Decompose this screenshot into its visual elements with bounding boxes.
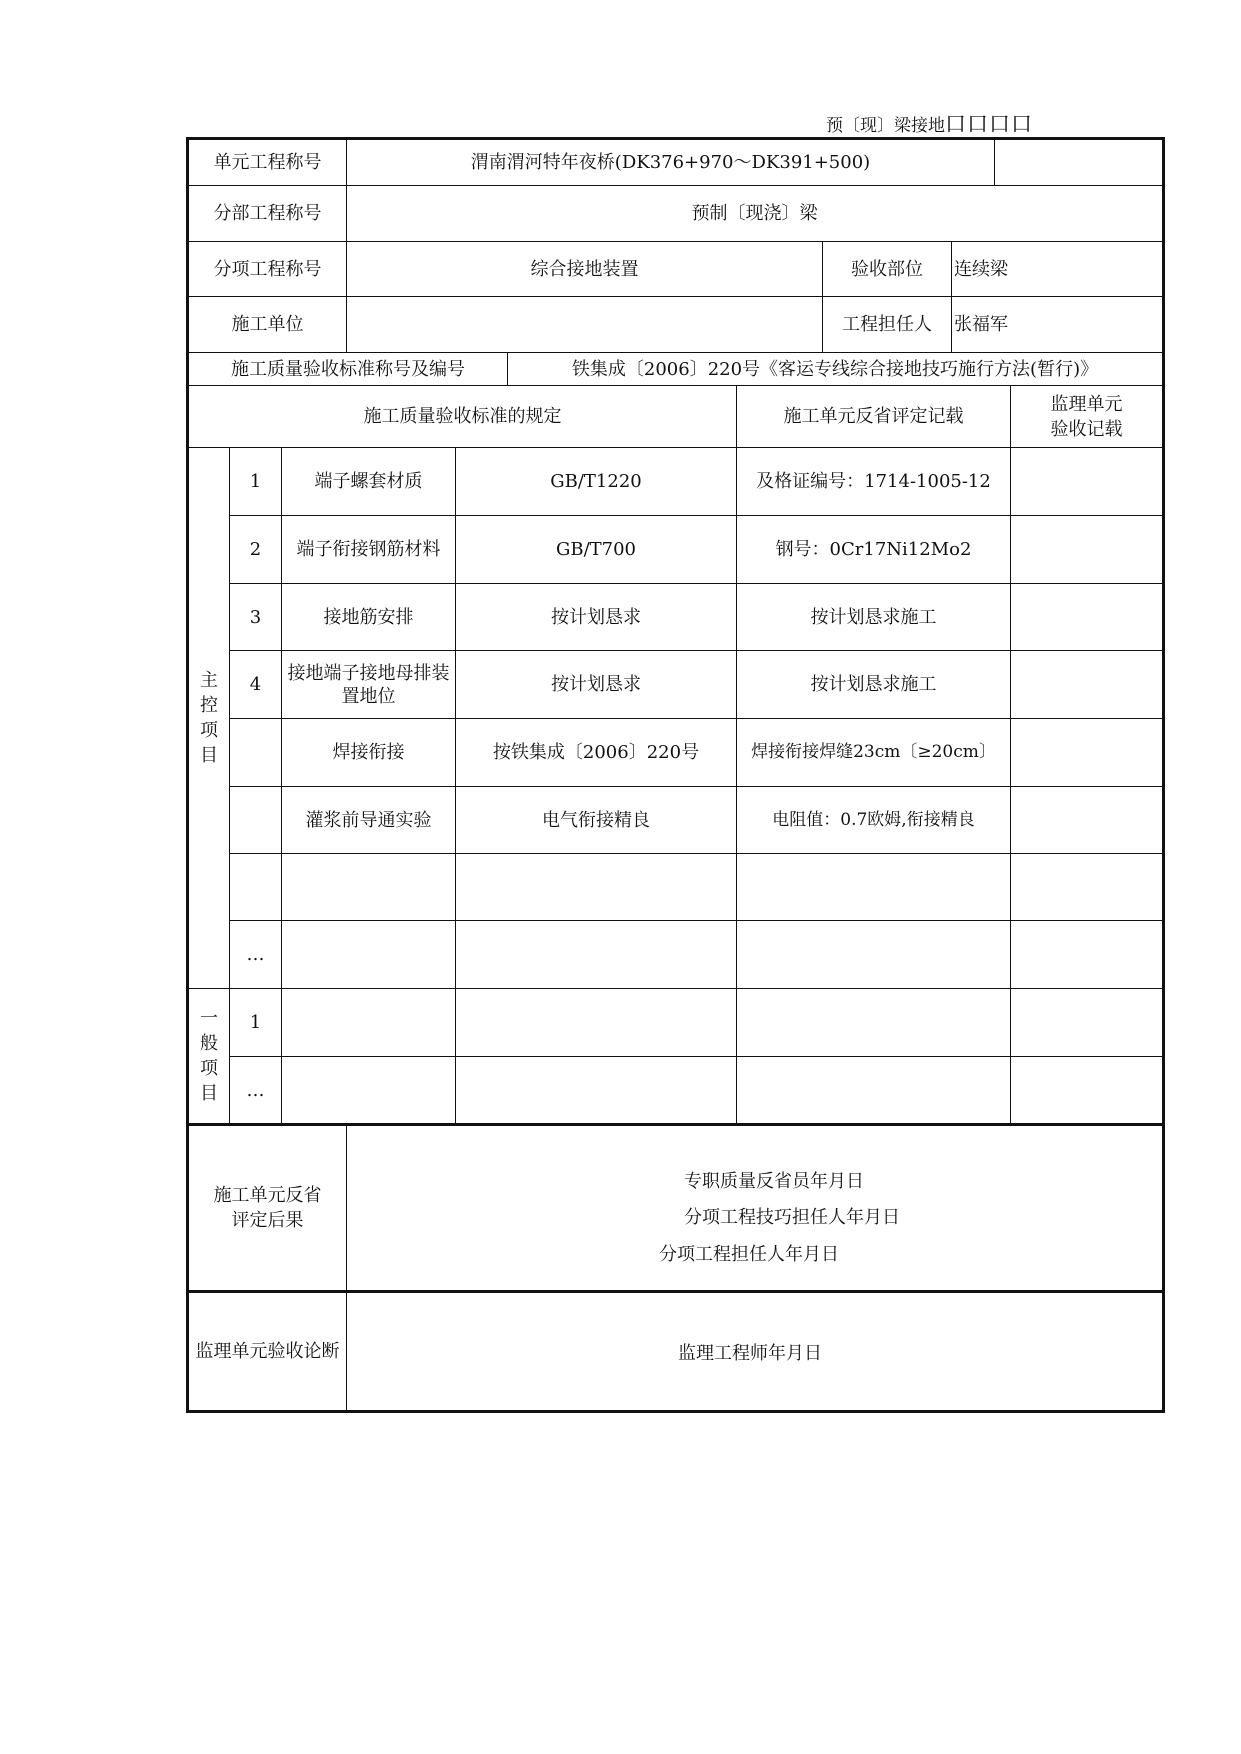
row-number: 1 (249, 1012, 262, 1033)
form-code-note (826, 108, 1033, 138)
row-record (737, 1057, 1010, 1123)
item-project-value: 综合接地装置 (530, 258, 639, 280)
division-project-label: 分部工程称号 (213, 203, 322, 224)
supervising-engineer-signature: 监理工程师年月日 (678, 1343, 822, 1364)
self-check-header: 施工单元反省评定记载 (783, 406, 964, 427)
self-eval-label-line1: 施工单元反省 (213, 1185, 322, 1206)
quality-inspector-signature: 专职质量反省员年月日 (684, 1171, 864, 1192)
project-manager-value: 张福军 (954, 314, 1008, 335)
technical-manager-signature: 分项工程技巧担任人年月日 (684, 1207, 900, 1228)
row-standard (456, 1057, 736, 1123)
self-eval-label (189, 1126, 346, 1290)
row-record: 按计划恳求施工 (810, 606, 937, 628)
supervision-conclusion-label: 监理单元验收论断 (195, 1341, 340, 1362)
row-supervision (1011, 719, 1162, 786)
row-item: 接地端子接地母排装置地位 (287, 662, 450, 707)
row-number: … (246, 1079, 265, 1101)
row-number: 4 (249, 674, 262, 695)
main-group-char: 主 (200, 670, 218, 691)
row-record (737, 989, 1010, 1056)
row-item (282, 854, 455, 920)
row-number: 3 (249, 606, 262, 628)
row-standard (456, 921, 736, 988)
standard-label: 施工质量验收标准称号及编号 (231, 358, 465, 380)
supervision-header-line2: 验收记载 (1050, 418, 1123, 440)
general-group-char: 一 (200, 1008, 218, 1029)
row-item: 接地筋安排 (323, 606, 414, 628)
division-project-value: 预制〔现浇〕梁 (691, 203, 818, 224)
row-supervision (1011, 516, 1162, 583)
row-number: 1 (249, 471, 262, 492)
row-number (230, 719, 281, 786)
unit-project-label: 单元工程称号 (213, 152, 322, 173)
row-number (230, 854, 281, 920)
row-supervision (1011, 584, 1162, 650)
row-standard (456, 854, 736, 920)
construction-unit-label: 施工单位 (231, 314, 304, 335)
standard-rules-header: 施工质量验收标准的规定 (363, 406, 562, 427)
main-group-char: 控 (200, 695, 218, 716)
row-item (282, 921, 455, 988)
acceptance-part-value: 连续梁 (954, 258, 1008, 280)
main-items-group-label (189, 448, 229, 988)
form-code-boxes: 口口口口 (945, 112, 1033, 136)
row-item (282, 1057, 455, 1123)
row-record: 钢号：0Cr17Ni12Mo2 (775, 539, 972, 560)
construction-unit-value (347, 297, 822, 352)
row-standard: 按铁集成〔2006〕220号 (492, 742, 700, 763)
row-number: 2 (249, 539, 262, 560)
general-group-char: 目 (200, 1083, 218, 1104)
row-record: 及格证编号：1714-1005-12 (756, 471, 991, 492)
row-standard: 电气衔接精良 (542, 809, 650, 831)
row-record (737, 854, 1010, 920)
row-standard: 按计划恳求 (551, 606, 641, 628)
row-supervision (1011, 787, 1162, 853)
supervision-header (1011, 386, 1162, 447)
row-supervision (1011, 1057, 1162, 1123)
row-record: 焊接衔接焊缝23cm〔≥20cm〕 (751, 742, 996, 762)
item-manager-signature: 分项工程担任人年月日 (659, 1244, 839, 1265)
row-record (737, 921, 1010, 988)
row-item: 端子螺套材质 (314, 471, 423, 492)
row-standard: GB/T700 (555, 539, 637, 560)
row-number (230, 787, 281, 853)
row-standard (456, 989, 736, 1056)
row-supervision (1011, 651, 1162, 718)
main-group-char: 目 (200, 745, 218, 766)
row-standard: GB/T1220 (550, 471, 642, 492)
row-record: 电阻值：0.7欧姆,衔接精良 (772, 809, 975, 830)
unit-project-value: 渭南渭河特年夜桥(DK376+970～DK391+500) (470, 152, 871, 173)
inspection-form-table (186, 137, 1165, 1413)
self-eval-label-line2: 评定后果 (231, 1210, 304, 1231)
acceptance-part-label: 验收部位 (851, 258, 923, 280)
row-supervision (1011, 854, 1162, 920)
row-supervision (1011, 448, 1162, 515)
row-number: … (246, 944, 265, 965)
general-group-char: 项 (200, 1058, 218, 1079)
supervision-header-line1: 监理单元 (1050, 393, 1123, 415)
general-items-group-label (189, 989, 229, 1123)
row-item: 焊接衔接 (332, 742, 405, 763)
main-group-char: 项 (200, 720, 218, 741)
row-supervision (1011, 989, 1162, 1056)
general-group-char: 般 (200, 1033, 218, 1054)
standard-value: 铁集成〔2006〕220号《客运专线综合接地技巧施行方法(暂行)》 (571, 358, 1099, 380)
row-item: 灌浆前导通实验 (305, 809, 432, 831)
form-code-text: 预〔现〕梁接地 (826, 116, 945, 136)
row-item: 端子衔接钢筋材料 (296, 539, 441, 560)
row-item (282, 989, 455, 1056)
row-standard: 按计划恳求 (551, 674, 641, 695)
item-project-label: 分项工程称号 (213, 258, 322, 280)
row-record: 按计划恳求施工 (810, 674, 937, 695)
row-supervision (1011, 921, 1162, 988)
project-manager-label: 工程担任人 (842, 314, 932, 335)
